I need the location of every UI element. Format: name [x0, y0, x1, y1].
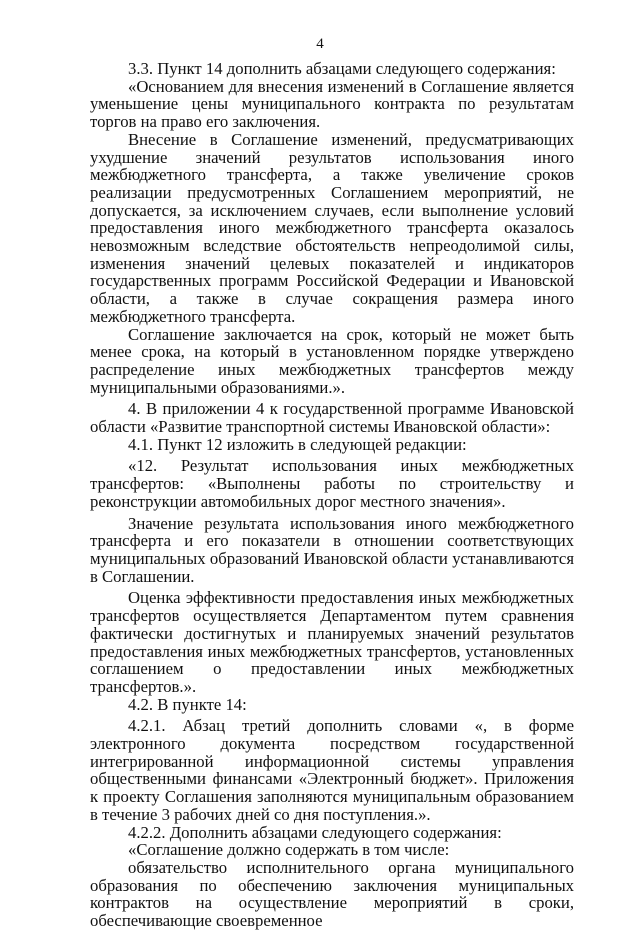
paragraph-obyazatelstvo: обязательство исполнительного органа муниципального образования по обеспечению заключения муниципальных контрактов на осуществление мероприятий в сроки, обеспечивающие своевременное [90, 857, 574, 930]
document-body [90, 60, 574, 930]
page-number: 4 [316, 36, 324, 52]
paragraph-srok-soglasheniya: Соглашение заключается на срок, который не может быть менее срока, на который в установленном порядке утверждено распределение иных межбюджетных трансфертов между муниципальными образованиями.». [90, 324, 574, 397]
paragraph-4-2-2: 4.2.2. Дополнить абзацами следующего содержания: [128, 822, 502, 842]
paragraph-4: 4. В приложении 4 к государственной программе Ивановской области «Развитие транспортной системы Ивановской области»: [90, 399, 574, 437]
paragraph-znachenie: Значение результата использования иного межбюджетного трансферта и его показатели в отношении соответствующих муниципальных образований Ивановской области устанавливаются в Соглашении. [90, 513, 574, 586]
paragraph-12: «12. Результат использования иных межбюджетных трансфертов: «Выполнены работы по строительству и реконструкции автомобильных дорог местного значения». [90, 456, 574, 511]
paragraph-3-3: 3.3. Пункт 14 дополнить абзацами следующего содержания: [128, 59, 556, 78]
paragraph-4-2: 4.2. В пункте 14: [128, 694, 247, 714]
paragraph-soglashenie-soderzhat: «Соглашение должно содержать в том числе: [128, 840, 450, 860]
paragraph-vnesenie: Внесение в Соглашение изменений, предусматривающих ухудшение значений результатов использования иного межбюджетного трансферта, а также увеличение сроков реализации предусмотренных Соглашением мероприятий, не допускается, за исключением случаев, если выполнение условий предоставления иного межбюджетного трансферта оказалось невозможным вследствие обстоятельств непреодолимой силы, изменения значений целевых показателей и индикаторов государственных программ Российской Федерации и Ивановской области, а также в случае сокращения размера иного межбюджетного трансферта. [90, 129, 574, 326]
paragraph-osnovanie: «Основанием для внесения изменений в Соглашение является уменьшение цены муниципального контракта по результатам торгов на право его заключения. [90, 76, 574, 132]
paragraph-4-2-1: 4.2.1. Абзац третий дополнить словами «, в форме электронного документа посредством государственной интегрированной информационной системы управления общественными финансами «Электронный бюджет». Приложения к проекту Соглашения заполняются муниципальным образованием в течение 3 рабочих дней со дня поступления.». [90, 716, 574, 824]
paragraph-ocenka: Оценка эффективности предоставления иных межбюджетных трансфертов осуществляется Департаментом путем сравнения фактически достигнутых и планируемых значений результатов предоставления иных межбюджетных трансфертов, установленных соглашением о предоставлении иных межбюджетных трансфертов.». [90, 588, 574, 696]
paragraph-4-1: 4.1. Пункт 12 изложить в следующей редакции: [128, 434, 467, 454]
